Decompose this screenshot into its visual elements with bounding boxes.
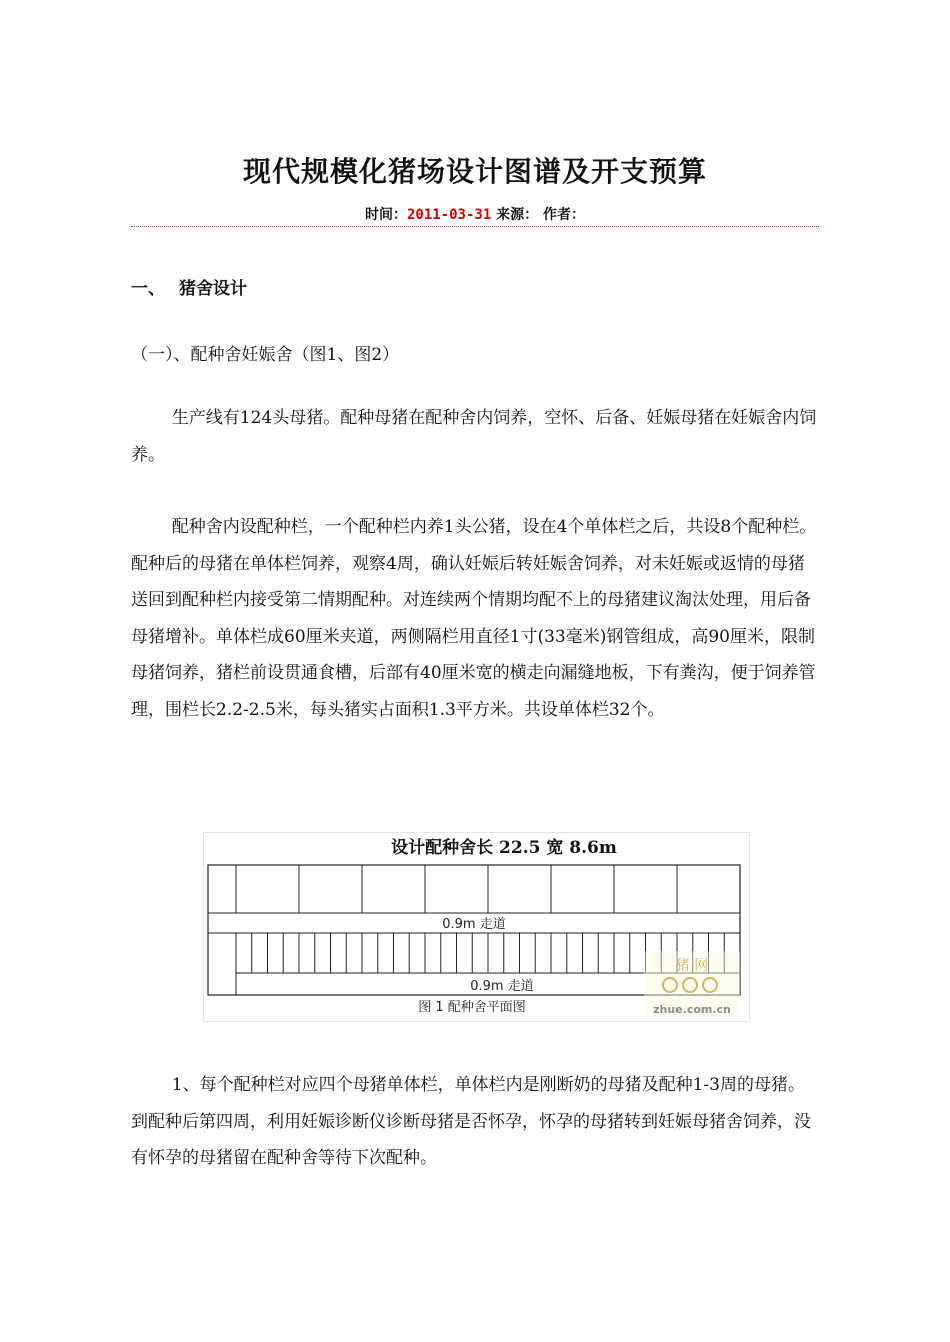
aisle-label-bottom: 0.9m 走道 xyxy=(470,979,534,994)
watermark-text-bottom: zhue.com.cn xyxy=(653,1003,731,1016)
aisle-label-top: 0.9m 走道 xyxy=(442,917,506,932)
time-value: 2011-03-31 xyxy=(406,207,492,223)
section-number: 一、 xyxy=(131,279,165,299)
figure-title: 设计配种舍长 22.5 宽 8.6m xyxy=(391,838,617,858)
floor-plan-diagram xyxy=(204,833,749,1021)
section-heading xyxy=(131,274,247,299)
figure-floor-plan xyxy=(203,832,750,1022)
paragraph-3: 1、每个配种栏对应四个母猪单体栏，单体栏内是刚断奶的母猪及配种1-3周的母猪。到配种后第四周，利用妊娠诊断仪诊断母猪是否怀孕，怀孕的母猪转到妊娠母猪舍饲养，没有怀孕的母猪留在配种舍等待下次配种。 xyxy=(131,1075,811,1168)
title-divider xyxy=(131,226,819,227)
article-meta xyxy=(0,204,950,224)
page-title: 现代规模化猪场设计图谱及开支预算 xyxy=(242,155,707,188)
source-label: 来源： xyxy=(491,207,539,223)
section-title: 猪舍设计 xyxy=(179,279,247,299)
subsection-heading: （一）、配种舍妊娠舍（图1、图2） xyxy=(131,345,400,365)
time-label: 时间： xyxy=(364,207,407,223)
paragraph-1: 生产线有124头母猪。配种母猪在配种舍内饲养，空怀、后备、妊娠母猪在妊娠舍内饲养。 xyxy=(131,408,817,465)
paragraph-2: 配种舍内设配种栏，一个配种栏内养1头公猪，设在4个单体栏之后，共设8个配种栏。配种后的母猪在单体栏饲养，观察4周，确认妊娠后转妊娠舍饲养，对未妊娠或返情的母猪送回到配种栏内接受第二情期配种。对连续两个情期均配不上的母猪建议淘汰处理，用后备母猪增补。单体栏成60厘米夹道，两侧隔栏用直径1寸(33毫米)钢管组成，高90厘米，限制母猪饲养，猪栏前设贯通食槽，后部有40厘米宽的横走向漏缝地板，下有粪沟，便于饲养管理，围栏长2.2-2.5米，每头猪实占面积1.3平方米。共设单体栏32个。 xyxy=(131,517,817,720)
boar-pen-row xyxy=(236,865,740,913)
watermark-logo xyxy=(644,951,740,1017)
author-label: 作者： xyxy=(538,207,586,223)
figure-caption: 图 1 配种舍平面图 xyxy=(418,1000,526,1015)
watermark-text-top: 猪 网 xyxy=(675,958,709,974)
